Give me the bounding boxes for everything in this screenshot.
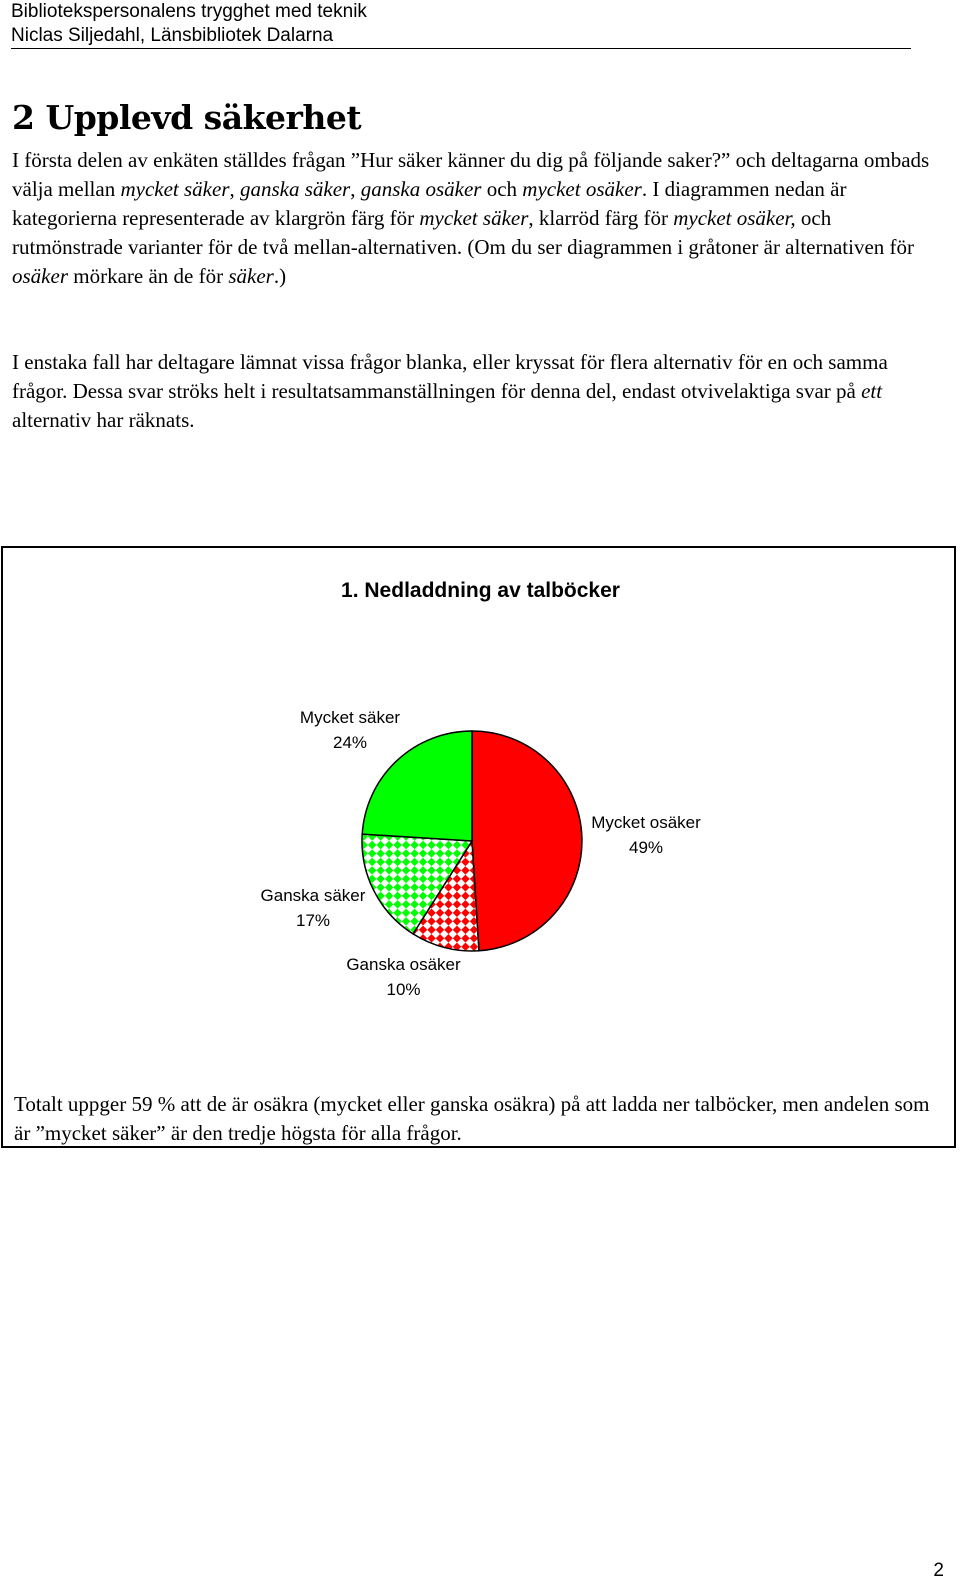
emphasis-text: mycket osäker: [522, 177, 642, 201]
emphasis-text: osäker: [12, 264, 68, 288]
pie-label-value: 10%: [386, 980, 421, 999]
text-run: I enstaka fall har deltagare lämnat vissa frågor blanka, eller kryssat för flera alternativ för en och samma frågor. Dessa svar ströks helt i resultatsammanställningen för denna del, endast otvivelaktiga svar på: [12, 350, 888, 403]
chart-summary: Totalt uppger 59 % att de är osäkra (mycket eller ganska osäkra) på att ladda ner talböcker, men andelen som är ”mycket säker” är den tredje högsta för alla frågor.: [14, 1092, 930, 1145]
emphasis-text: ganska osäker: [360, 177, 482, 201]
emphasis-text: ett: [861, 379, 883, 403]
section-title: 2 Upplevd säkerhet: [12, 98, 362, 137]
page-number: 2: [933, 1560, 944, 1581]
pie-label-value: 17%: [295, 911, 331, 930]
pie-label-ganska-saker: [248, 883, 378, 933]
emphasis-text: mycket säker: [419, 206, 529, 230]
emphasis-text: mycket säker: [120, 177, 230, 201]
pie-label-value: 24%: [332, 733, 368, 752]
pie-label-text: Ganska osäker: [346, 955, 461, 974]
text-run: , klarröd färg för: [528, 206, 674, 230]
intro-paragraph-2: [12, 348, 942, 435]
emphasis-text: mycket osäker,: [673, 206, 796, 230]
emphasis-text: säker: [228, 264, 274, 288]
pie-label-mycket-osaker: [581, 810, 711, 860]
header-title: Bibliotekspersonalens trygghet med teknik: [11, 1, 367, 22]
text-run: .): [273, 264, 287, 288]
text-run: I första delen av enkäten ställdes frågan ”Hur säker känner du dig på följande saker?” och deltagarna ombads välja mellan: [12, 148, 930, 201]
pie-label-ganska-osaker: [336, 952, 471, 1002]
running-header: [11, 0, 911, 48]
text-run: . I diagrammen nedan är kategorierna representerade av klargrön färg för: [12, 177, 847, 230]
chart-frame: [1, 546, 956, 1148]
text-run: ,: [229, 177, 240, 201]
header-author: Niclas Siljedahl, Länsbibliotek Dalarna: [11, 25, 334, 46]
text-run: alternativ har räknats.: [12, 408, 195, 432]
emphasis-text: ganska säker: [240, 177, 351, 201]
pie-label-text: Mycket säker: [299, 708, 401, 727]
pie-label-value: 49%: [628, 838, 664, 857]
text-run: mörkare än de för: [68, 264, 229, 288]
pie-slice-mycket-os-ker: [472, 731, 582, 951]
text-run: och rutmönstrade varianter för de två mellan-alternativen. (Om du ser diagrammen i gråtoner är alternativen för: [12, 206, 915, 259]
text-run: ,: [350, 177, 361, 201]
chart-title: 1. Nedladdning av talböcker: [341, 579, 620, 602]
text-run: och: [481, 177, 523, 201]
intro-paragraph-1: [12, 146, 942, 291]
pie-chart: [3, 548, 958, 1048]
pie-label-mycket-saker: [285, 705, 415, 755]
pie-label-text: Ganska säker: [260, 886, 366, 905]
pie-label-text: Mycket osäker: [591, 813, 701, 832]
header-rule: [11, 48, 911, 49]
